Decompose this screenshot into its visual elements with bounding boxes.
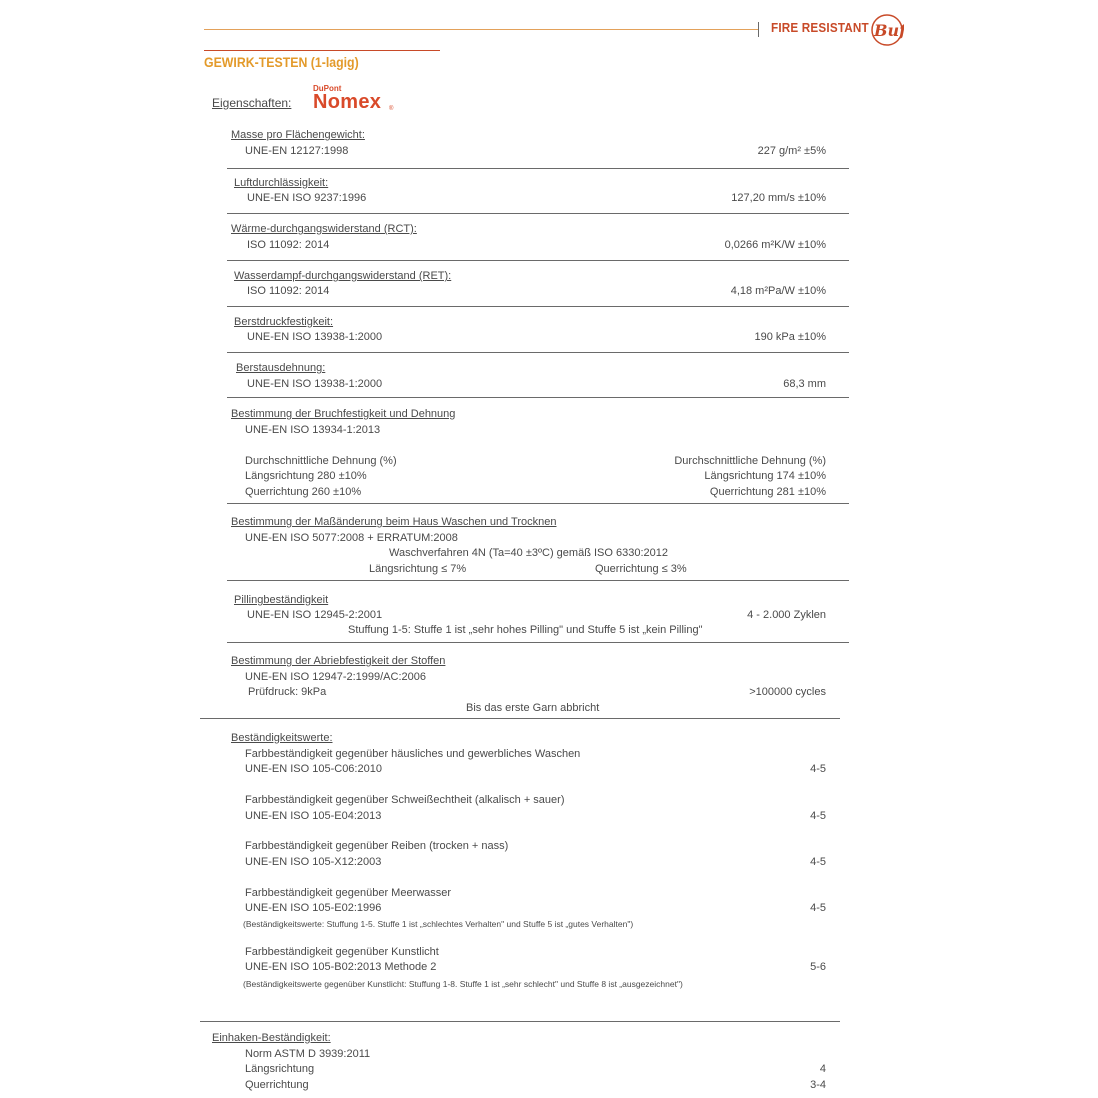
buff-logo [870,13,904,52]
bestaendigkeit-title: Beständigkeitswerte: [231,732,333,744]
abrieb-druck: Prüfdruck: 9kPa [248,686,327,698]
section-rule [204,50,440,51]
bestaendigkeit-item-value: 4-5 [810,902,826,914]
mass-quer: Querrichtung ≤ 3% [595,563,687,575]
divider [200,718,840,719]
pilling-norm: UNE-EN ISO 12945-2:2001 [247,609,383,621]
divider [227,306,849,307]
einhaken-quer-label: Querrichtung [245,1079,309,1091]
bestaendigkeit-item-value: 4-5 [810,763,826,775]
einhaken-title: Einhaken-Beständigkeit: [212,1032,331,1044]
bestaendigkeit-item-norm: UNE-EN ISO 105-X12:2003 [245,856,382,868]
divider [227,352,849,353]
divider [200,1021,840,1022]
bestaendigkeit-item-label: Farbbeständigkeit gegenüber Kunstlicht [245,946,439,958]
divider [227,213,849,214]
bestaendigkeit-item-label: Farbbeständigkeit gegenüber häusliches und gewerbliches Waschen [245,748,581,760]
luft-value: 127,20 mm/s ±10% [731,192,826,204]
bestaendigkeit-item-norm: UNE-EN ISO 105-E02:1996 [245,902,382,914]
bestaendigkeit-item-norm: UNE-EN ISO 105-B02:2013 Methode 2 [245,961,437,973]
bruch-right-laengs: Längsrichtung 174 ±10% [704,470,826,482]
mass-verfahren: Waschverfahren 4N (Ta=40 ±3ºC) gemäß ISO 6330:2012 [389,547,668,559]
einhaken-norm: Norm ASTM D 3939:2011 [245,1048,371,1060]
berstaus-title: Berstausdehnung: [236,362,326,374]
bruch-title: Bestimmung der Bruchfestigkeit und Dehnung [231,408,456,420]
bruch-left-header: Durchschnittliche Dehnung (%) [245,455,397,467]
abrieb-norm: UNE-EN ISO 12947-2:1999/AC:2006 [245,671,426,683]
einhaken-quer-value: 3-4 [810,1079,826,1091]
mass-title: Bestimmung der Maßänderung beim Haus Waschen und Trocknen [231,516,557,528]
einhaken-laengs-value: 4 [819,1063,826,1075]
divider [227,260,849,261]
rct-value: 0,0266 m²K/W ±10% [724,239,826,251]
divider [227,397,849,398]
nomex-logo-text: Nomex [313,91,382,113]
bestaendigkeit-item-value: 4-5 [810,810,826,822]
mass-norm: UNE-EN ISO 5077:2008 + ERRATUM:2008 [245,532,458,544]
berst-title: Berstdruckfestigkeit: [234,316,334,328]
rct-norm: ISO 11092: 2014 [247,239,330,251]
bestaendigkeit-item-norm: UNE-EN ISO 105-E04:2013 [245,810,382,822]
logo-text: Buf [874,21,904,40]
bruch-right-header: Durchschnittliche Dehnung (%) [674,455,826,467]
bestaendigkeit-item-label: Farbbeständigkeit gegenüber Reiben (trocken + nass) [245,840,509,852]
abrieb-note: Bis das erste Garn abbricht [466,702,600,714]
divider [227,168,849,169]
rct-title: Wärme-durchgangswiderstand (RCT): [231,223,417,235]
nomex-trademark: ® [389,106,394,112]
dupont-logo-text: DuPont [313,84,342,93]
berst-norm: UNE-EN ISO 13938-1:2000 [247,331,383,343]
berst-value: 190 kPa ±10% [754,331,826,343]
divider [227,503,849,504]
masse-norm: UNE-EN 12127:1998 [245,145,349,157]
ret-title: Wasserdampf-durchgangswiderstand (RET): [234,270,452,282]
bruch-left-quer: Querrichtung 260 ±10% [245,486,362,498]
luft-title: Luftdurchlässigkeit: [234,177,329,189]
bruch-right-quer: Querrichtung 281 ±10% [709,486,826,498]
brand-title: FIRE RESISTANT [771,20,869,35]
bestaendigkeit-note: (Beständigkeitswerte: Stuffung 1-5. Stuffe 1 ist „schlechtes Verhalten" und Stuffe 5 ist „gutes Verhalten") [243,919,634,929]
kunstlicht-note: (Beständigkeitswerte gegenüber Kunstlicht: Stuffung 1-8. Stuffe 1 ist „sehr schlecht" und Stuffe 8 ist „ausgezeichnet") [243,979,683,989]
mass-laengs: Längsrichtung ≤ 7% [369,563,467,575]
bruch-norm: UNE-EN ISO 13934-1:2013 [245,424,381,436]
pilling-value: 4 - 2.000 Zyklen [747,609,826,621]
divider [227,642,849,643]
berstaus-norm: UNE-EN ISO 13938-1:2000 [247,378,383,390]
bruch-left-laengs: Längsrichtung 280 ±10% [245,470,367,482]
ret-norm: ISO 11092: 2014 [247,285,330,297]
divider [227,580,849,581]
bestaendigkeit-item-label: Farbbeständigkeit gegenüber Schweißechtheit (alkalisch + sauer) [245,794,565,806]
masse-title: Masse pro Flächengewicht: [231,129,365,141]
properties-label: Eigenschaften: [212,96,292,110]
header-divider [758,22,759,37]
abrieb-title: Bestimmung der Abriebfestigkeit der Stoffen [231,655,446,667]
bestaendigkeit-item-value: 4-5 [810,856,826,868]
pilling-note: Stuffung 1-5: Stuffe 1 ist „sehr hohes Pilling" und Stuffe 5 ist „kein Pilling" [348,624,703,636]
header-rule [204,29,758,30]
masse-value: 227 g/m² ±5% [757,145,826,157]
bestaendigkeit-item-label: Farbbeständigkeit gegenüber Meerwasser [245,887,452,899]
bestaendigkeit-item-value: 5-6 [810,961,826,973]
pilling-title: Pillingbeständigkeit [234,594,329,606]
abrieb-value: >100000 cycles [749,686,826,698]
berstaus-value: 68,3 mm [783,378,826,390]
ret-value: 4,18 m²Pa/W ±10% [730,285,826,297]
luft-norm: UNE-EN ISO 9237:1996 [247,192,367,204]
section-title: GEWIRK-TESTEN (1-lagig) [204,54,359,70]
bestaendigkeit-item-norm: UNE-EN ISO 105-C06:2010 [245,763,382,775]
einhaken-laengs-label: Längsrichtung [245,1063,315,1075]
